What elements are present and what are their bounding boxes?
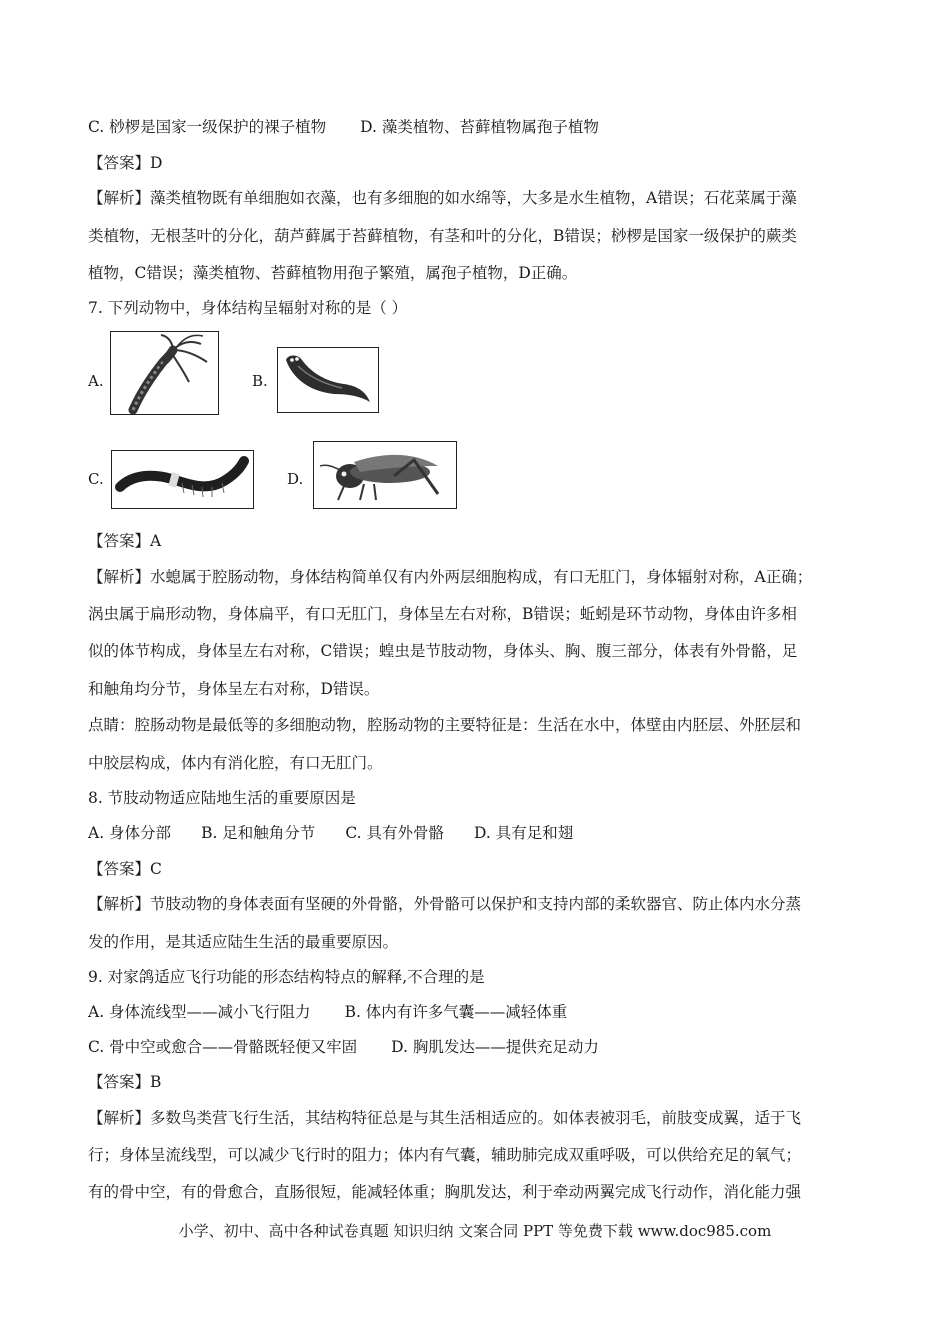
q7-answer: 【答案】A — [88, 532, 162, 550]
q8-option-b: B. 足和触角分节 — [201, 824, 316, 842]
q7-label-c: C. — [88, 470, 104, 488]
q6-answer: 【答案】D — [88, 154, 163, 172]
q9-option-b: B. 体内有许多气囊——减轻体重 — [344, 1003, 568, 1021]
q7-label-a: A. — [88, 372, 104, 390]
q9-stem: 9. 对家鸽适应飞行功能的形态结构特点的解释,不合理的是 — [88, 968, 485, 986]
footer-promo-text[interactable]: 小学、初中、高中各种试卷真题 知识归纳 文案合同 PPT 等免费下载 www.doc985.com — [178, 1222, 772, 1240]
grasshopper-image — [313, 441, 457, 509]
q7-analysis-line-1: 【解析】水螅属于腔肠动物，身体结构简单仅有内外两层细胞构成，有口无肛门，身体辐射对称，A正确； — [88, 568, 813, 586]
q7-tip-line-1: 点睛：腔肠动物是最低等的多细胞动物，腔肠动物的主要特征是：生活在水中，体壁由内胚层、外胚层和 — [88, 716, 802, 734]
hydra-image — [110, 331, 219, 415]
q9-analysis-line-1: 【解析】多数鸟类营飞行生活，其结构特征总是与其生活相适应的。如体表被羽毛，前肢变成翼，适于飞 — [88, 1109, 802, 1127]
q9-option-d: D. 胸肌发达——提供充足动力 — [391, 1038, 599, 1056]
q8-stem: 8. 节肢动物适应陆地生活的重要原因是 — [88, 789, 356, 807]
q9-answer: 【答案】B — [88, 1073, 162, 1091]
q6-analysis-line-1: 【解析】藻类植物既有单细胞如衣藻，也有多细胞的如水绵等，大多是水生植物，A错误；石花菜属于藻 — [88, 189, 797, 207]
q8-options — [88, 822, 573, 844]
q9-option-c: C. 骨中空或愈合——骨骼既轻便又牢固 — [88, 1038, 358, 1056]
q7-tip-line-2: 中胶层构成，体内有消化腔，有口无肛门。 — [88, 754, 383, 772]
q8-option-d: D. 具有足和翅 — [473, 824, 574, 842]
flatworm-image — [277, 347, 379, 413]
q7-stem: 7. 下列动物中，身体结构呈辐射对称的是（ ） — [88, 299, 408, 317]
q7-analysis-line-2: 涡虫属于扁形动物，身体扁平，有口无肛门，身体呈左右对称，B错误；蚯蚓是环节动物，身体由许多相 — [88, 605, 797, 623]
q8-answer: 【答案】C — [88, 860, 162, 878]
q6-analysis-line-3: 植物，C错误；藻类植物、苔藓植物用孢子繁殖，属孢子植物，D正确。 — [88, 264, 578, 282]
q8-analysis-line-1: 【解析】节肢动物的身体表面有坚硬的外骨骼，外骨骼可以保护和支持内部的柔软器官、防止体内水分蒸 — [88, 895, 802, 913]
q6-analysis-line-2: 类植物，无根茎叶的分化，葫芦藓属于苔藓植物，有茎和叶的分化，B错误；桫椤是国家一级保护的蕨类 — [88, 227, 797, 245]
q8-analysis-line-2: 发的作用，是其适应陆生生活的最重要原因。 — [88, 933, 399, 951]
q6-options-cd — [88, 116, 599, 138]
q8-option-a: A. 身体分部 — [88, 824, 172, 842]
q6-option-c: C. 桫椤是国家一级保护的裸子植物 — [88, 118, 327, 136]
q7-label-b: B. — [252, 372, 268, 390]
q7-analysis-line-3: 似的体节构成，身体呈左右对称，C错误；蝗虫是节肢动物，身体头、胸、腹三部分，体表有外骨骼，足 — [88, 642, 798, 660]
q9-options-ab — [88, 1001, 567, 1023]
q6-option-d: D. 藻类植物、苔藓植物属孢子植物 — [360, 118, 599, 136]
q7-label-d: D. — [287, 470, 304, 488]
q9-option-a: A. 身体流线型——减小飞行阻力 — [88, 1003, 311, 1021]
q9-analysis-line-3: 有的骨中空，有的骨愈合，直肠很短，能减轻体重；胸肌发达，利于牵动两翼完成飞行动作，消化能力强 — [88, 1183, 802, 1201]
q9-options-cd — [88, 1036, 599, 1058]
earthworm-image — [111, 450, 254, 509]
q8-option-c: C. 具有外骨骼 — [345, 824, 444, 842]
q9-analysis-line-2: 行；身体呈流线型，可以减少飞行时的阻力；体内有气囊，辅助肺完成双重呼吸，可以供给充足的氧气； — [88, 1146, 802, 1164]
q7-analysis-line-4: 和触角均分节，身体呈左右对称，D错误。 — [88, 680, 380, 698]
